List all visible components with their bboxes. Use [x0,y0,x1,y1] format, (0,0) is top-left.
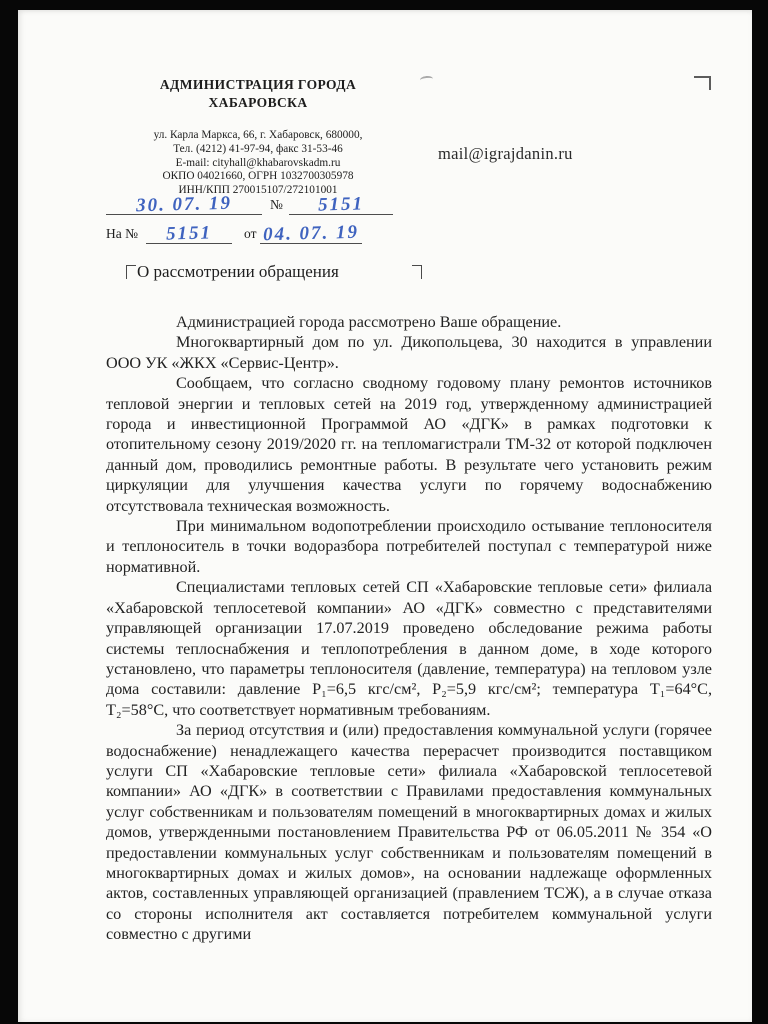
paragraph: Специалистами тепловых сетей СП «Хабаровские тепловые сети» филиала «Хабаровской теплосетевой компании» АО «ДГК» совместно с представителями управляющей организации 17.07.2019 проведено обследование режима работы системы теплоснабжения и теплопотребления в данном доме, в ходе которого установлено, что параметры теплоносителя (давление, температура) на тепловом узле дома составили: давление Р₁=6,5 кгс/см², Р₂=5,9 кгс/см²; температура Т₁=64°С, Т₂=58°С, что соответствует нормативным требованиям. [106,578,712,719]
address-line: ул. Карла Маркса, 66, г. Хабаровск, 680000, [153,129,363,141]
recipient-email: mail@igrajdanin.ru [438,144,573,163]
org-name [113,76,403,111]
address-line: Тел. (4212) 41-97-94, факс 31-53-46 [173,142,343,155]
document-page [18,10,752,1022]
address-line: ИНН/КПП 270015107/272101001 [178,184,338,197]
handwritten-outgoing-number: 5151 [317,193,365,216]
paragraph: Многоквартирный дом по ул. Дикопольцева, 30 находится в управлении ООО УК «ЖКХ «Сервис-Центр». [106,333,712,372]
open-bracket-icon [126,265,136,279]
org-name-line2: ХАБАРОВСКА [208,94,308,110]
address-line: E-mail: cityhall@khabarovskadm.ru [175,156,341,169]
paragraph: При минимальном водопотреблении происходило остывание теплоносителя и теплоноситель в точки водоразбора потребителей поступал с температурой ниже нормативной. [106,517,712,576]
pen-stray-mark [420,75,434,83]
reference-block [106,186,436,244]
handwritten-outgoing-date: 30. 07. 19 [135,192,233,217]
from-label: от [244,226,257,241]
paragraph: Сообщаем, что согласно сводному годовому плану ремонтов источников тепловой энергии и тепловых сетей на 2019 год, утвержденному администрацией города и инвестиционной Программой АО «ДГК» в рамках подготовки к отопительному сезону 2019/2020 гг. на тепломагистрали ТМ-32 от которой подключен данный дом, проводились ремонтные работы. В результате чего установить режим циркуляции для улучшения качества услуги по горячему водоснабжению отсутствовала техническая возможность. [106,374,712,515]
incoming-number-label: На № [106,226,138,241]
incoming-reference-row [106,215,436,244]
outgoing-reference-row [106,186,436,215]
handwritten-incoming-number: 5151 [165,222,213,245]
handwritten-incoming-date: 04. 07. 19 [263,221,360,246]
address-line: ОКПО 04021660, ОГРН 1032700305978 [162,170,354,183]
subject-line [126,262,422,282]
org-name-line1: АДМИНИСТРАЦИЯ ГОРОДА [159,77,357,92]
incoming-date-field [260,221,362,244]
corner-mark-icon [694,76,711,90]
number-sign-label: № [270,197,283,212]
paragraph: За период отсутствия и (или) предоставления коммунальной услуги (горячее водоснабжение) ненадлежащего качества перерасчет производится поставщиком услуги СП «Хабаровские тепловые сети» филиала «Хабаровской теплосетевой компании» АО «ДГК» в соответствии с Правилами предоставления коммунальных услуг собственникам и пользователям помещений в многоквартирных домах и жилых домов, утвержденными постановлением Правительства РФ от 06.05.2011 № 354 «О предоставлении коммунальных услуг собственникам и пользователям помещений в многоквартирных домах и жилых домов», на основании надлежаще оформленных актов, составленных управляющей организацией (правлением ТСЖ), а в случае отказа со стороны исполнителя акт составляется потребителем коммунальной услуги совместно с другими [106,721,712,944]
paragraph: Администрацией города рассмотрено Ваше обращение. [176,313,562,331]
subject-text: О рассмотрении обращения [137,262,339,281]
close-bracket-icon [412,265,422,279]
outgoing-number-field [289,192,393,215]
letter-body [106,312,712,945]
incoming-number-field [146,221,232,244]
outgoing-date-field [106,192,262,215]
